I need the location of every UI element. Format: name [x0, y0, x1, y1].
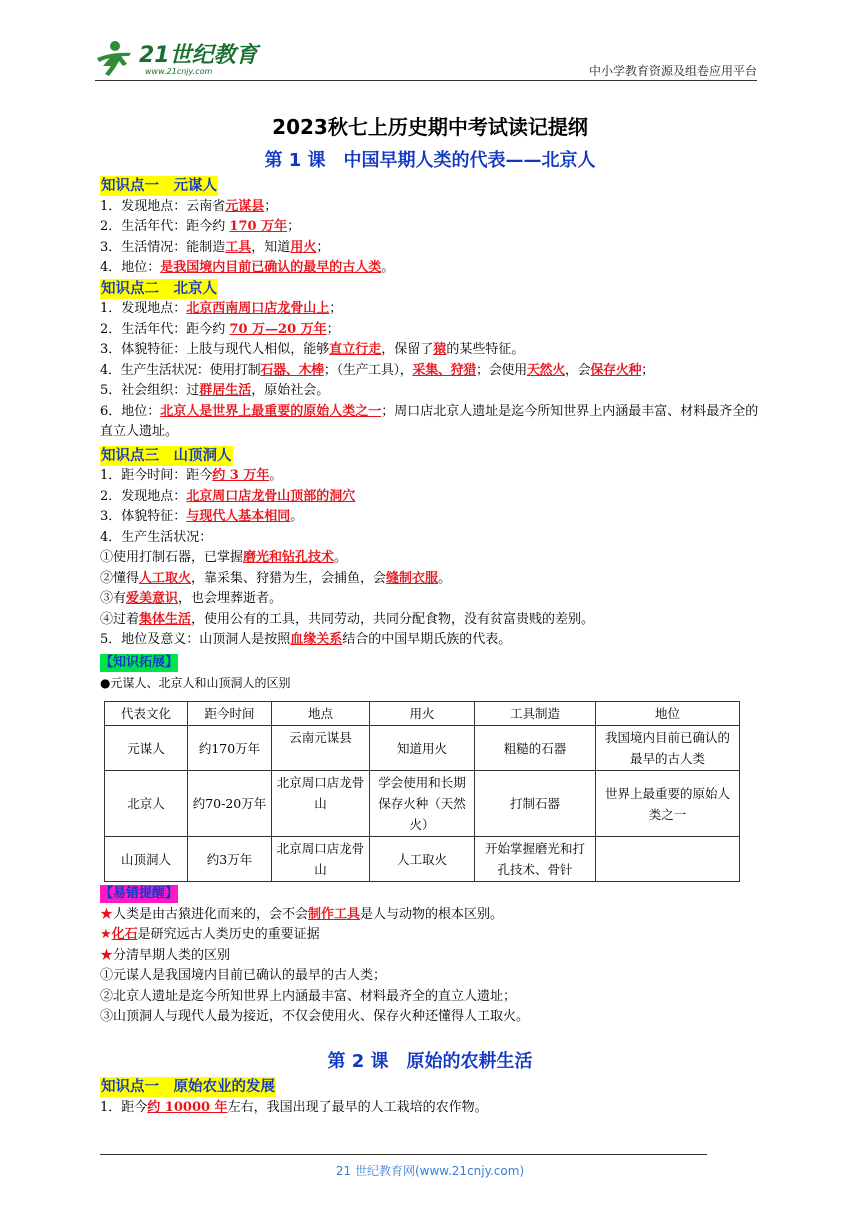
list-item: ★人类是由古猿进化而来的，会不会制作工具是人与动物的根本区别。	[100, 906, 504, 922]
table-row: 山顶洞人 约3万年 北京周口店龙骨山 人工取火 开始掌握磨光和打孔技术、骨针	[105, 837, 740, 882]
kp1-title: 知识点一 元谋人	[101, 178, 217, 194]
header-divider	[95, 80, 757, 81]
lesson2-heading: 第 2 课 原始的农耕生活	[327, 1051, 533, 1072]
list-item: ①元谋人是我国境内目前已确认的最早的古人类；	[100, 968, 387, 983]
lesson2-content	[100, 1077, 760, 1118]
table-row: 北京人 约70-20万年 北京周口店龙骨山 学会使用和长期保存火种（天然火） 打制石器 世界上最重要的原始人类之一	[105, 771, 740, 837]
list-item: ★分清早期人类的区别	[100, 947, 231, 963]
table-row: 元谋人 约170万年 云南元谋县 知道用火 粗糙的石器 我国境内目前已确认的最早的古人类	[105, 726, 740, 771]
star-icon: ★	[100, 906, 114, 922]
footer-text: 21 世纪教育网(www.21cnjy.com)	[335, 1164, 525, 1178]
star-icon: ★	[100, 947, 114, 963]
list-item: ②北京人遗址是迄今所知世界上内涵最丰富、材料最齐全的直立人遗址；	[100, 988, 517, 1004]
kp3-title: 知识点三 山顶洞人	[101, 447, 232, 464]
table-header-row: 代表文化 距今时间 地点 用火 工具制造 地位	[105, 702, 740, 726]
lesson2-kp1-title: 知识点一 原始农业的发展	[101, 1079, 275, 1095]
table-caption: ●元谋人、北京人和山顶洞人的区别	[100, 676, 291, 690]
list-item: ②懂得人工取火，靠采集、狩猎为生，会捕鱼，会缝制衣服。	[100, 570, 452, 586]
list-item: 5．地位及意义：山顶洞人是按照血缘关系结合的中国早期氏族的代表。	[100, 632, 512, 647]
list-item: 2．生活年代：距今约 170 万年；	[100, 219, 301, 234]
star-icon: ★	[100, 927, 112, 942]
comparison-table	[104, 701, 740, 882]
site-logo	[95, 36, 265, 80]
list-item: ④过着集体生活，使用公有的工具，共同劳动，共同分配食物，没有贫富贵贱的差别。	[100, 611, 595, 627]
list-item: 5．社会组织：过群居生活，原始社会。	[100, 383, 330, 398]
list-item: 4．生产生活状况：使用打制石器、木棒；（生产工具），采集、狩猎；会使用天然火，会保存火种；	[100, 362, 654, 378]
list-item: 3．生活情况：能制造工具，知道用火；	[100, 239, 330, 255]
page-title: 2023秋七上历史期中考试读记提纲	[272, 115, 588, 139]
mistakes-section	[100, 884, 760, 1028]
list-item: 1．发现地点：北京西南周口店龙骨山上；	[100, 301, 343, 316]
lesson1-heading: 第 1 课 中国早期人类的代表——北京人	[264, 150, 596, 171]
mistakes-tag: 【易错提醒】	[100, 886, 179, 901]
list-item: 4．地位：是我国境内目前已确认的最早的古人类。	[100, 260, 395, 275]
list-item: 2．生活年代：距今约 70 万—20 万年；	[100, 321, 340, 337]
list-item: ③山顶洞人与现代人最为接近，不仅会使用火、保存火种还懂得人工取火。	[100, 1009, 530, 1024]
kp2-title: 知识点二 北京人	[101, 280, 217, 297]
expand-tag: 【知识拓展】	[100, 654, 179, 670]
list-item: 3．体貌特征：上肢与现代人相似，能够直立行走，保留了猿的某些特征。	[100, 342, 525, 357]
list-item: ①使用打制石器，已掌握磨光和钻孔技术。	[100, 550, 348, 565]
list-item: ③有爱美意识，也会埋葬逝者。	[100, 591, 283, 606]
logo-text: 21世纪教育	[139, 43, 258, 68]
header-platform-text: 中小学教育资源及组卷应用平台	[588, 64, 757, 78]
list-item: 1．发现地点：云南省元谋县；	[100, 198, 278, 214]
list-item: 3．体貌特征：与现代人基本相同。	[100, 509, 304, 524]
lesson1-content	[100, 176, 760, 694]
logo-url: www.21cnjy.com	[145, 67, 213, 76]
footer-divider	[100, 1154, 707, 1155]
list-item: 1．距今约 10000 年左右，我国出现了最早的人工栽培的农作物。	[100, 1099, 488, 1115]
list-item: 6．地位：北京人是世界上最重要的原始人类之一；周口店北京人遗址是迄今所知世界上内涵最丰富、材料最齐全的直立人遗址。	[100, 403, 759, 439]
list-item: 1．距今时间：距今约 3 万年。	[100, 468, 283, 483]
list-item: ★化石是研究远古人类历史的重要证据	[100, 927, 320, 942]
list-item: 4．生产生活状况：	[100, 529, 213, 545]
list-item: 2．发现地点：北京周口店龙骨山顶部的洞穴	[100, 488, 356, 504]
